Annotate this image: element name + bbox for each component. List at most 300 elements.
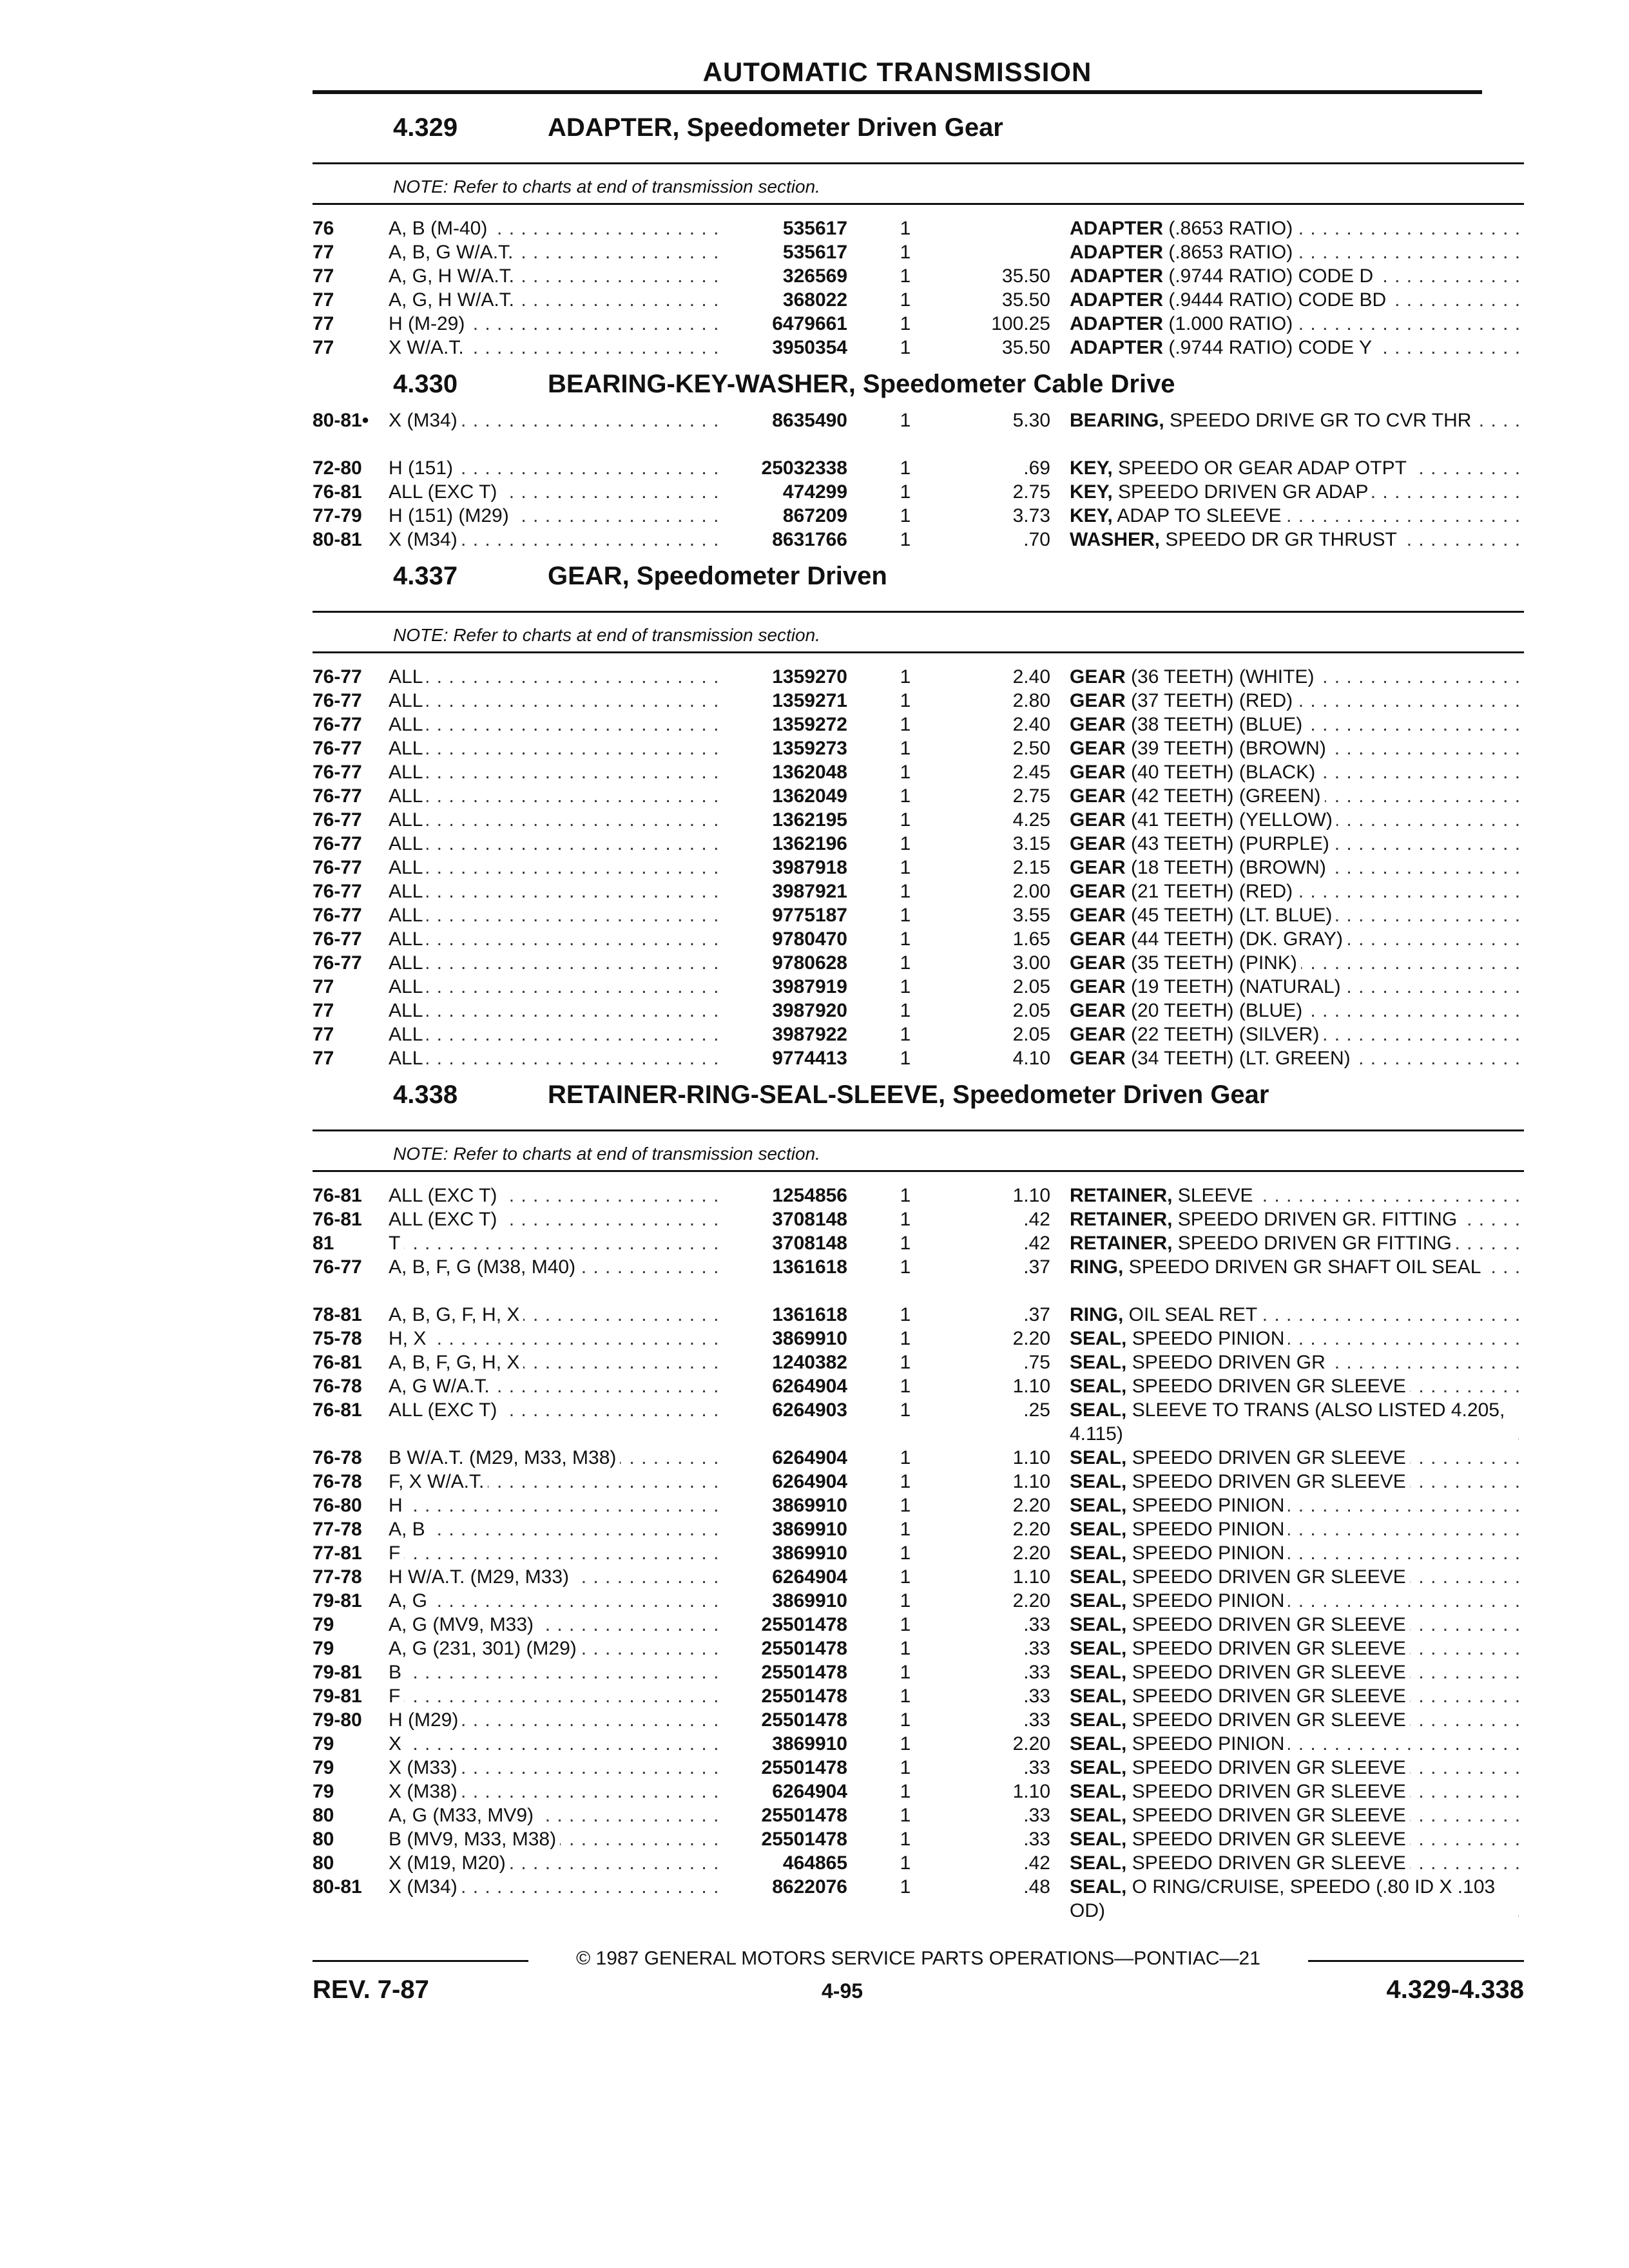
price-cell: .33	[1023, 1805, 1050, 1826]
part-number-cell: 3987920	[772, 1000, 847, 1021]
year-cell: 77	[313, 1048, 334, 1069]
application-text: A, B, G, F, H, X	[389, 1304, 523, 1325]
description-keyword: ADAPTER	[1070, 242, 1164, 263]
description-keyword: SEAL,	[1070, 1686, 1127, 1707]
part-number-cell: 1359272	[772, 714, 847, 735]
application-text: ALL	[389, 1024, 427, 1045]
revision-label: REV. 7-87	[313, 1975, 429, 2004]
description-detail: (42 TEETH) (GREEN)	[1125, 785, 1321, 807]
application-text: ALL	[389, 809, 427, 831]
description-text	[1070, 1589, 1288, 1613]
description-text	[1070, 1023, 1323, 1046]
description-keyword: SEAL,	[1070, 1709, 1127, 1731]
table-row	[313, 1350, 1524, 1374]
year-cell: 80-81	[313, 529, 362, 550]
part-number-cell: 3869910	[772, 1495, 847, 1516]
quantity-cell: 1	[900, 738, 911, 759]
description-text	[1070, 927, 1347, 951]
description-text	[1070, 456, 1411, 480]
part-number-cell: 1359273	[772, 738, 847, 759]
application-text: ALL (EXC T)	[389, 481, 501, 503]
description-detail: SPEEDO DRIVEN GR SLEEVE	[1126, 1852, 1406, 1874]
description-text	[1070, 408, 1475, 432]
table-row	[313, 1565, 1524, 1589]
table-row	[313, 856, 1524, 879]
quantity-cell: 1	[900, 1376, 911, 1397]
description-cell	[1070, 1780, 1521, 1803]
year-cell: 76-77	[313, 738, 362, 759]
description-text	[1070, 1374, 1410, 1398]
part-number-cell: 25501478	[761, 1686, 847, 1707]
quantity-cell: 1	[900, 1048, 911, 1069]
part-number-cell: 3708148	[772, 1209, 847, 1230]
application-text: A, G	[389, 1590, 431, 1611]
part-number-cell: 3950354	[772, 337, 847, 358]
price-cell: 2.20	[1012, 1542, 1050, 1564]
part-number-cell: 9774413	[772, 1048, 847, 1069]
description-text	[1070, 312, 1296, 336]
description-detail: SPEEDO DRIVEN GR SLEEVE	[1126, 1805, 1406, 1826]
year-cell: 77-78	[313, 1566, 362, 1588]
footer-rule-right	[1308, 1960, 1524, 1962]
part-number-cell: 1361618	[772, 1304, 847, 1325]
copyright-text: © 1987 GENERAL MOTORS SERVICE PARTS OPERATIONS—PONTIAC—21	[576, 1948, 1260, 1969]
price-cell: 2.20	[1012, 1733, 1050, 1754]
year-cell: 80-81	[313, 1876, 362, 1898]
quantity-cell: 1	[900, 1233, 911, 1254]
description-text	[1070, 951, 1301, 975]
part-number-cell: 8622076	[772, 1876, 847, 1898]
application-text: A, G, H W/A.T.	[389, 289, 518, 311]
part-number-cell: 6264904	[772, 1566, 847, 1588]
section-title: ADAPTER, Speedometer Driven Gear	[548, 113, 1003, 142]
description-detail: SPEEDO PINION	[1126, 1590, 1285, 1611]
description-keyword: RETAINER,	[1070, 1209, 1173, 1230]
description-keyword: RING,	[1070, 1256, 1124, 1278]
part-number-cell: 326569	[782, 265, 847, 287]
description-keyword: GEAR	[1070, 714, 1126, 735]
description-cell	[1070, 1517, 1521, 1541]
description-text	[1070, 903, 1336, 927]
year-cell: 76-81	[313, 1399, 362, 1421]
price-cell: 2.50	[1012, 738, 1050, 759]
description-cell	[1070, 480, 1521, 504]
description-cell	[1070, 504, 1521, 528]
quantity-cell: 1	[900, 1829, 911, 1850]
application-text: A, B, F, G (M38, M40)	[389, 1256, 579, 1278]
quantity-cell: 1	[900, 1805, 911, 1826]
year-cell: 81	[313, 1233, 334, 1254]
description-cell	[1070, 1350, 1521, 1374]
description-keyword: SEAL,	[1070, 1376, 1127, 1397]
application-text: B	[389, 1662, 405, 1683]
application-text: A, B (M-40)	[389, 218, 491, 239]
year-cell: 79	[313, 1638, 334, 1659]
price-cell: 3.00	[1012, 952, 1050, 974]
part-number-cell: 9775187	[772, 905, 847, 926]
quantity-cell: 1	[900, 1185, 911, 1206]
table-row	[313, 808, 1524, 832]
description-text	[1070, 1255, 1485, 1279]
application-text: ALL	[389, 1000, 427, 1021]
description-detail: SPEEDO DRIVEN GR FITTING	[1172, 1233, 1452, 1254]
description-cell	[1070, 784, 1521, 808]
table-row	[313, 1255, 1524, 1303]
price-cell: 2.00	[1012, 881, 1050, 902]
table-row	[313, 1756, 1524, 1780]
part-number-cell: 1359270	[772, 666, 847, 687]
description-detail: (40 TEETH) (BLACK)	[1125, 762, 1316, 783]
price-cell: .42	[1023, 1209, 1050, 1230]
price-cell: .37	[1023, 1256, 1050, 1278]
table-row	[313, 1851, 1524, 1875]
description-keyword: RETAINER,	[1070, 1185, 1173, 1206]
table-row	[313, 1517, 1524, 1541]
year-cell: 77	[313, 976, 334, 997]
price-cell: 5.30	[1012, 410, 1050, 431]
description-detail: SPEEDO DRIVEN GR SLEEVE	[1126, 1376, 1406, 1397]
description-text	[1070, 288, 1390, 312]
quantity-cell: 1	[900, 857, 911, 878]
price-cell: 2.75	[1012, 785, 1050, 807]
part-number-cell: 25501478	[761, 1662, 847, 1683]
part-number-cell: 3987921	[772, 881, 847, 902]
part-number-cell: 6264903	[772, 1399, 847, 1421]
quantity-cell: 1	[900, 1209, 911, 1230]
part-number-cell: 9780628	[772, 952, 847, 974]
table-row	[313, 1637, 1524, 1660]
description-cell	[1070, 1565, 1521, 1589]
description-keyword: KEY,	[1070, 481, 1113, 503]
description-text	[1070, 480, 1372, 504]
price-cell: 1.10	[1012, 1376, 1050, 1397]
description-text	[1070, 1613, 1410, 1637]
table-row	[313, 528, 1524, 552]
description-cell	[1070, 1613, 1521, 1637]
part-number-cell: 25501478	[761, 1638, 847, 1659]
quantity-cell: 1	[900, 242, 911, 263]
description-keyword: GEAR	[1070, 738, 1126, 759]
quantity-cell: 1	[900, 1709, 911, 1731]
price-cell: .25	[1023, 1399, 1050, 1421]
description-keyword: SEAL,	[1070, 1542, 1127, 1564]
application-text: ALL	[389, 928, 427, 950]
quantity-cell: 1	[900, 905, 911, 926]
price-cell: 2.45	[1012, 762, 1050, 783]
description-detail: (22 TEETH) (SILVER)	[1125, 1024, 1320, 1045]
table-row	[313, 312, 1524, 336]
quantity-cell: 1	[900, 1495, 911, 1516]
section-number: 4.329	[393, 113, 458, 142]
quantity-cell: 1	[900, 976, 911, 997]
footer-rule-left	[313, 1960, 528, 1962]
part-number-cell: 1254856	[772, 1185, 847, 1206]
description-text	[1070, 264, 1377, 288]
application-text: H (M29)	[389, 1709, 462, 1731]
description-cell	[1070, 456, 1521, 480]
application-text: ALL	[389, 881, 427, 902]
description-text	[1070, 713, 1306, 736]
quantity-cell: 1	[900, 690, 911, 711]
part-number-cell: 6479661	[772, 313, 847, 334]
price-cell: .33	[1023, 1638, 1050, 1659]
quantity-cell: 1	[900, 1000, 911, 1021]
part-number-cell: 25032338	[761, 457, 847, 479]
note-rule-bottom	[313, 203, 1524, 205]
description-cell	[1070, 1684, 1521, 1708]
description-cell	[1070, 975, 1521, 999]
section-block	[313, 103, 1524, 360]
section-range: 4.329-4.338	[1386, 1975, 1524, 2004]
year-cell: 77	[313, 1000, 334, 1021]
description-cell	[1070, 808, 1521, 832]
application-text: H	[389, 1495, 407, 1516]
year-cell: 76-77	[313, 905, 362, 926]
quantity-cell: 1	[900, 1876, 911, 1898]
description-detail: (45 TEETH) (LT. BLUE)	[1125, 905, 1333, 926]
quantity-cell: 1	[900, 1638, 911, 1659]
quantity-cell: 1	[900, 1352, 911, 1373]
application-text: A, G (M33, MV9)	[389, 1805, 537, 1826]
page-title: AUTOMATIC TRANSMISSION	[702, 57, 1092, 87]
application-text: H (151) (M29)	[389, 505, 513, 526]
part-number-cell: 3869910	[772, 1542, 847, 1564]
table-row	[313, 903, 1524, 927]
application-text: A, G, H W/A.T.	[389, 265, 518, 287]
description-text	[1070, 528, 1401, 552]
description-keyword: GEAR	[1070, 833, 1126, 854]
description-cell	[1070, 689, 1521, 713]
table-row	[313, 760, 1524, 784]
price-cell: 2.05	[1012, 1000, 1050, 1021]
part-number-cell: 3987922	[772, 1024, 847, 1045]
description-keyword: SEAL,	[1070, 1352, 1127, 1373]
description-detail: SPEEDO DRIVEN GR SHAFT OIL SEAL	[1123, 1256, 1481, 1278]
application-text: X (M34)	[389, 410, 461, 431]
application-text: F, X W/A.T.	[389, 1471, 488, 1492]
price-cell: .33	[1023, 1614, 1050, 1635]
description-cell	[1070, 528, 1521, 552]
year-cell: 80-81•	[313, 410, 369, 431]
description-keyword: SEAL,	[1070, 1638, 1127, 1659]
application-text: X (M33)	[389, 1757, 461, 1778]
application-text: ALL	[389, 762, 427, 783]
table-row	[313, 1732, 1524, 1756]
part-number-cell: 464865	[782, 1852, 847, 1874]
price-cell: .70	[1023, 529, 1050, 550]
quantity-cell: 1	[900, 410, 911, 431]
description-keyword: GEAR	[1070, 809, 1126, 831]
application-text: X	[389, 1733, 405, 1754]
section-number: 4.338	[393, 1081, 458, 1109]
section-block	[313, 552, 1524, 1070]
year-cell: 76-77	[313, 785, 362, 807]
description-detail: SPEEDO DRIVEN GR ADAP	[1112, 481, 1369, 503]
description-cell	[1070, 1446, 1521, 1470]
description-cell	[1070, 1398, 1521, 1446]
year-cell: 79-80	[313, 1709, 362, 1731]
table-row	[313, 1046, 1524, 1070]
table-row	[313, 1446, 1524, 1470]
table-row	[313, 1184, 1524, 1207]
year-cell: 80	[313, 1805, 334, 1826]
table-row	[313, 1207, 1524, 1231]
application-text: H, X	[389, 1328, 430, 1349]
table-row	[313, 1613, 1524, 1637]
description-text	[1070, 879, 1296, 903]
part-number-cell: 6264904	[772, 1447, 847, 1468]
application-text: T	[389, 1233, 404, 1254]
year-cell: 77	[313, 1024, 334, 1045]
quantity-cell: 1	[900, 337, 911, 358]
application-text: A, B, G W/A.T.	[389, 242, 517, 263]
description-detail: (39 TEETH) (BROWN)	[1125, 738, 1326, 759]
description-keyword: GEAR	[1070, 666, 1126, 687]
application-text: ALL	[389, 690, 427, 711]
price-cell: .42	[1023, 1233, 1050, 1254]
application-text: ALL	[389, 833, 427, 854]
description-cell	[1070, 1470, 1521, 1494]
section-block	[313, 1070, 1524, 1923]
description-keyword: SEAL,	[1070, 1757, 1127, 1778]
year-cell: 76-77	[313, 952, 362, 974]
description-cell	[1070, 1207, 1521, 1231]
part-number-cell: 867209	[782, 505, 847, 526]
price-cell: 4.25	[1012, 809, 1050, 831]
description-detail: SPEEDO PINION	[1126, 1542, 1285, 1564]
year-cell: 78-81	[313, 1304, 362, 1325]
price-cell: 3.15	[1012, 833, 1050, 854]
year-cell: 77	[313, 313, 334, 334]
price-cell: 1.65	[1012, 928, 1050, 950]
price-cell: 1.10	[1012, 1781, 1050, 1802]
table-row	[313, 1875, 1524, 1923]
quantity-cell: 1	[900, 714, 911, 735]
quantity-cell: 1	[900, 1471, 911, 1492]
description-detail: SPEEDO DRIVEN GR SLEEVE	[1126, 1471, 1406, 1492]
note-rule-bottom	[313, 651, 1524, 653]
part-number-cell: 3869910	[772, 1590, 847, 1611]
quantity-cell: 1	[900, 833, 911, 854]
year-cell: 80	[313, 1852, 334, 1874]
description-keyword: ADAPTER	[1070, 289, 1164, 311]
price-cell: .33	[1023, 1662, 1050, 1683]
description-text	[1070, 736, 1330, 760]
price-cell: 2.40	[1012, 666, 1050, 687]
page-footer	[313, 1946, 1524, 2030]
description-keyword: SEAL,	[1070, 1328, 1127, 1349]
description-text	[1070, 1303, 1261, 1327]
description-detail: SPEEDO DRIVEN GR	[1126, 1352, 1325, 1373]
table-row	[313, 975, 1524, 999]
description-detail: SPEEDO DR GR THRUST	[1160, 529, 1397, 550]
year-cell: 79	[313, 1757, 334, 1778]
description-text	[1070, 784, 1325, 808]
table-row	[313, 408, 1524, 456]
application-text: ALL	[389, 738, 427, 759]
description-keyword: KEY,	[1070, 457, 1113, 479]
part-number-cell: 3869910	[772, 1519, 847, 1540]
year-cell: 79	[313, 1781, 334, 1802]
description-keyword: SEAL,	[1070, 1566, 1127, 1588]
description-keyword: GEAR	[1070, 952, 1126, 974]
quantity-cell: 1	[900, 529, 911, 550]
price-cell: 1.10	[1012, 1471, 1050, 1492]
description-detail: SPEEDO PINION	[1126, 1495, 1285, 1516]
quantity-cell: 1	[900, 1852, 911, 1874]
quantity-cell: 1	[900, 952, 911, 974]
table-row	[313, 288, 1524, 312]
description-cell	[1070, 336, 1521, 360]
description-cell	[1070, 856, 1521, 879]
application-text: ALL (EXC T)	[389, 1399, 501, 1421]
description-detail: SPEEDO PINION	[1126, 1519, 1285, 1540]
application-text: A, B, F, G, H, X	[389, 1352, 523, 1373]
description-text	[1070, 1684, 1410, 1708]
part-number-cell: 25501478	[761, 1757, 847, 1778]
description-text	[1070, 1851, 1410, 1875]
application-text: ALL	[389, 714, 427, 735]
part-number-cell: 3987919	[772, 976, 847, 997]
part-number-cell: 1359271	[772, 690, 847, 711]
price-cell: .37	[1023, 1304, 1050, 1325]
part-number-cell: 474299	[782, 481, 847, 503]
description-detail: SPEEDO DRIVEN GR SLEEVE	[1126, 1709, 1406, 1731]
application-text: X (M34)	[389, 529, 461, 550]
description-cell	[1070, 1589, 1521, 1613]
section-number: 4.330	[393, 370, 458, 398]
price-cell: .48	[1023, 1876, 1050, 1898]
table-row	[313, 1780, 1524, 1803]
application-text: B W/A.T. (M29, M33, M38)	[389, 1447, 620, 1468]
description-keyword: SEAL,	[1070, 1781, 1127, 1802]
page-header	[313, 57, 1482, 94]
application-text: ALL	[389, 666, 427, 687]
price-cell: 2.40	[1012, 714, 1050, 735]
description-detail: (20 TEETH) (BLUE)	[1125, 1000, 1303, 1021]
description-cell	[1070, 1732, 1521, 1756]
description-cell	[1070, 240, 1521, 264]
description-text	[1070, 1732, 1288, 1756]
part-number-cell: 535617	[782, 242, 847, 263]
part-number-cell: 1240382	[772, 1352, 847, 1373]
quantity-cell: 1	[900, 1304, 911, 1325]
description-keyword: SEAL,	[1070, 1852, 1127, 1874]
application-text: ALL	[389, 976, 427, 997]
description-text	[1070, 1184, 1257, 1207]
description-detail: (37 TEETH) (RED)	[1125, 690, 1293, 711]
year-cell: 80	[313, 1829, 334, 1850]
quantity-cell: 1	[900, 1781, 911, 1802]
year-cell: 76-81	[313, 481, 362, 503]
description-detail: (41 TEETH) (YELLOW)	[1125, 809, 1333, 831]
description-detail: SPEEDO DRIVEN GR SLEEVE	[1126, 1662, 1406, 1683]
section-heading	[313, 552, 1524, 601]
description-keyword: SEAL,	[1070, 1805, 1127, 1826]
quantity-cell: 1	[900, 762, 911, 783]
quantity-cell: 1	[900, 481, 911, 503]
table-row	[313, 736, 1524, 760]
description-detail: SPEEDO OR GEAR ADAP OTPT	[1112, 457, 1407, 479]
price-cell: 1.10	[1012, 1447, 1050, 1468]
quantity-cell: 1	[900, 1566, 911, 1588]
description-text	[1070, 1231, 1456, 1255]
price-cell: .33	[1023, 1686, 1050, 1707]
part-number-cell: 3869910	[772, 1328, 847, 1349]
description-detail: SLEEVE	[1172, 1185, 1253, 1206]
description-text	[1070, 1708, 1410, 1732]
description-detail: (.9744 RATIO) CODE D	[1163, 265, 1374, 287]
